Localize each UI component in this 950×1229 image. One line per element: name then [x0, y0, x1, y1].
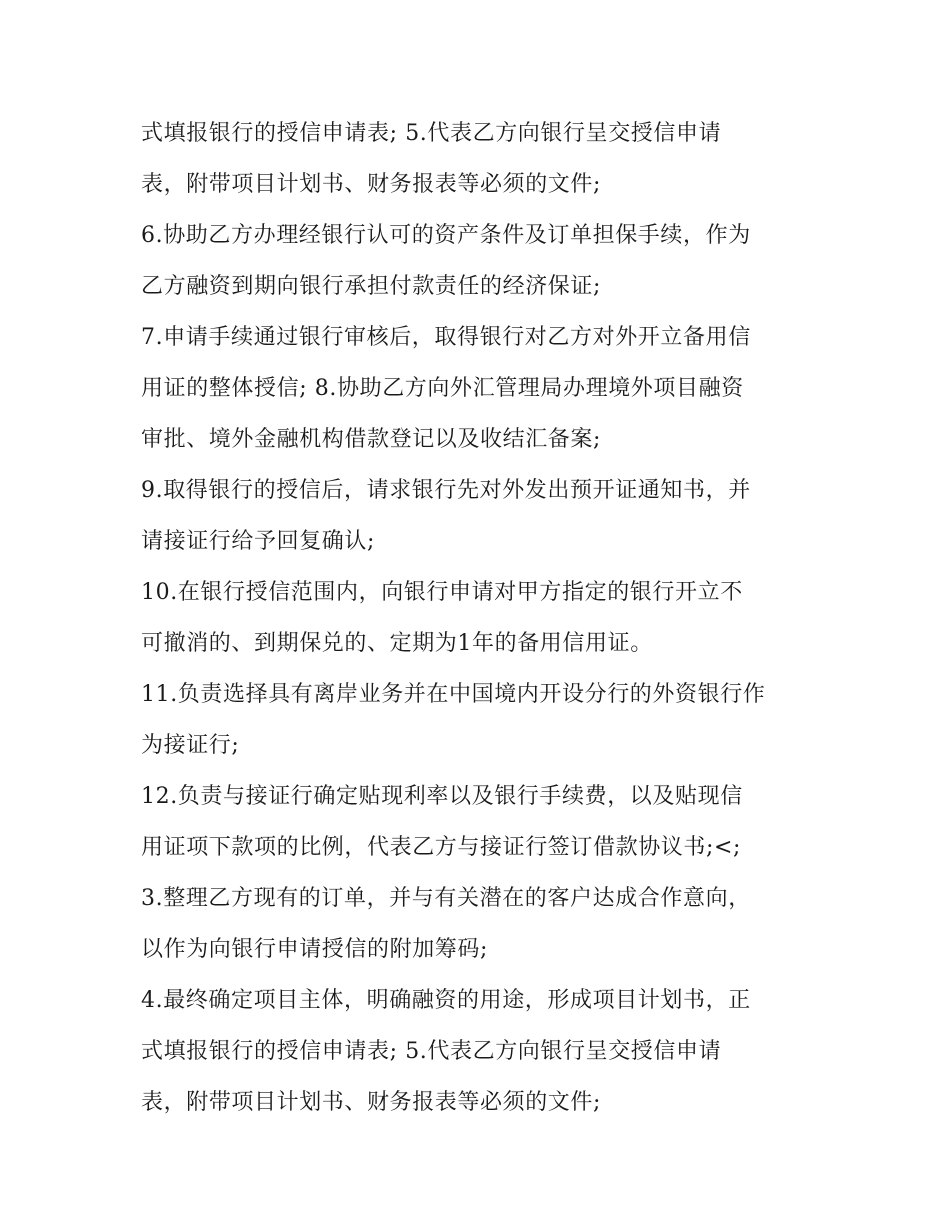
text-line: 以作为向银行申请授信的附加筹码; [141, 937, 489, 962]
text-line: 表，附带项目计划书、财务报表等必须的文件; [141, 172, 602, 197]
text-line: 可撤消的、到期保兑的、定期为1年的备用信用证。 [141, 631, 653, 656]
text-line: 为接证行; [141, 733, 240, 758]
text-line: 11.负责选择具有离岸业务并在中国境内开设分行的外资银行作 [141, 682, 766, 707]
text-line: 式填报银行的授信申请表; 5.代表乙方向银行呈交授信申请 [141, 1039, 722, 1064]
text-line: 6.协助乙方办理经银行认可的资产条件及订单担保手续，作为 [141, 223, 751, 248]
document-body [141, 108, 841, 1128]
text-line: 请接证行给予回复确认; [141, 529, 376, 554]
text-line: 3.整理乙方现有的订单，并与有关潜在的客户达成合作意向， [141, 886, 751, 911]
text-line: 9.取得银行的授信后，请求银行先对外发出预开证通知书，并 [141, 478, 751, 503]
text-line: 乙方融资到期向银行承担付款责任的经济保证; [141, 274, 602, 299]
text-line: 7.申请手续通过银行审核后，取得银行对乙方对外开立备用信 [141, 325, 751, 350]
text-line: 表，附带项目计划书、财务报表等必须的文件; [141, 1090, 602, 1115]
text-line: 10.在银行授信范围内，向银行申请对甲方指定的银行开立不 [141, 580, 743, 605]
text-line: 12.负责与接证行确定贴现利率以及银行手续费，以及贴现信 [141, 784, 743, 809]
text-line: 用证项下款项的比例，代表乙方与接证行签订借款协议书;<; [141, 835, 742, 860]
text-line: 审批、境外金融机构借款登记以及收结汇备案; [141, 427, 602, 452]
text-line: 用证的整体授信; 8.协助乙方向外汇管理局办理境外项目融资 [141, 376, 744, 401]
text-line: 式填报银行的授信申请表; 5.代表乙方向银行呈交授信申请 [141, 121, 722, 146]
text-line: 4.最终确定项目主体，明确融资的用途，形成项目计划书，正 [141, 988, 751, 1013]
